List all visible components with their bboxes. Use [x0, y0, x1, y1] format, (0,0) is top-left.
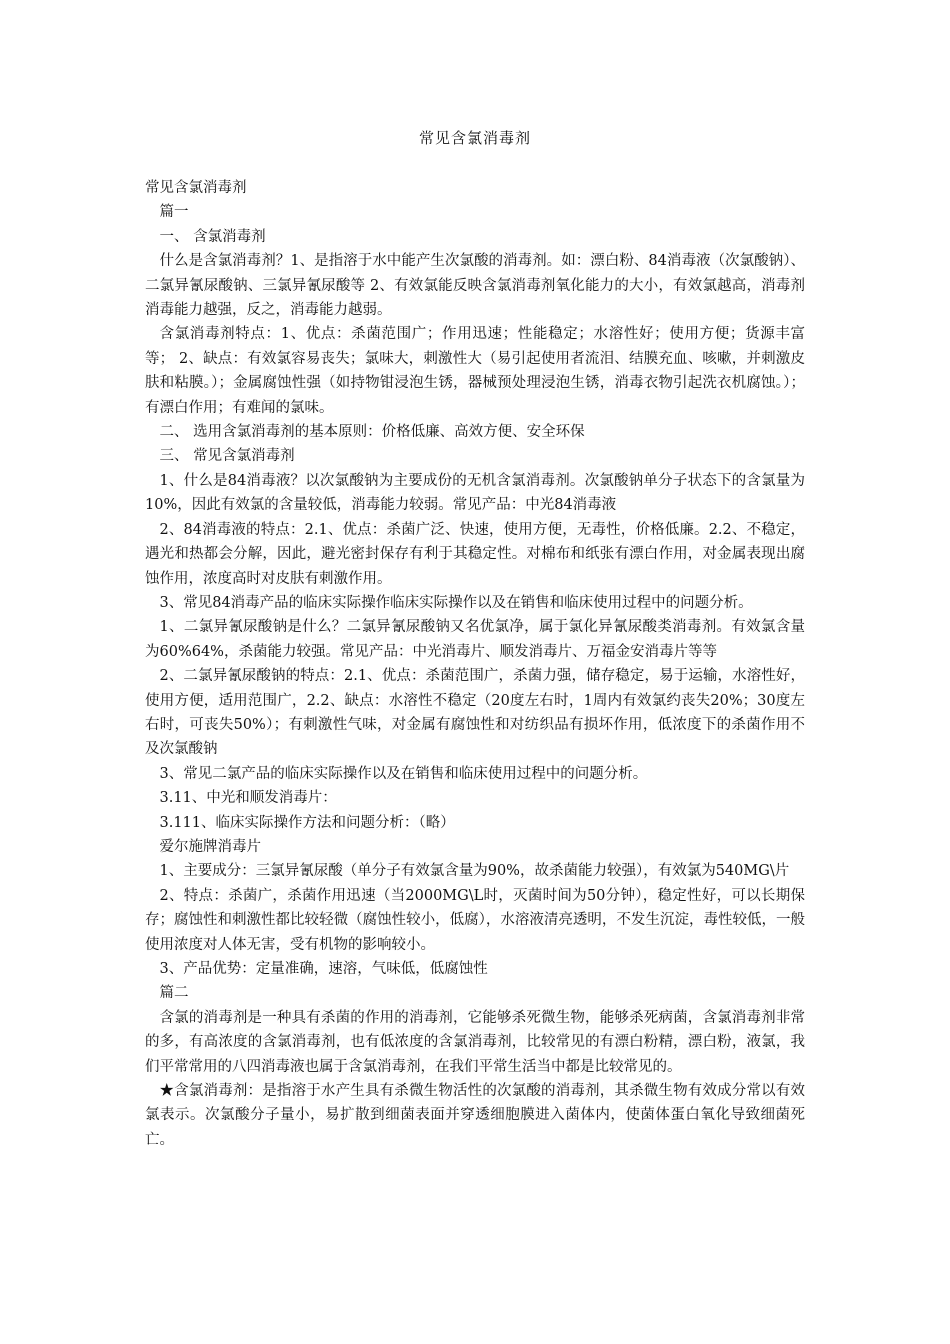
- paragraph: 3、常见84消毒产品的临床实际操作临床实际操作以及在销售和临床使用过程中的问题分析。: [159, 594, 753, 611]
- paragraph: 什么是含氯消毒剂？1、是指溶于水中能产生次氯酸的消毒剂。如：漂白粉、84消毒液（次氯酸钠）、二氯异氰尿酸钠、三氯异氰尿酸等 2、有效氯能反映含氯消毒剂氧化能力的大小，有效氯越高，消毒剂消毒能力越强，反之，消毒能力越弱。: [145, 253, 805, 319]
- paragraph: 2、84消毒液的特点：2.1、优点：杀菌广泛、快速，使用方便，无毒性，价格低廉。2.2、不稳定，遇光和热都会分解，因此，避光密封保存有利于其稳定性。对棉布和纸张有漂白作用，对金属表现出腐蚀作用，浓度高时对皮肤有刺激作用。: [145, 521, 805, 587]
- section-heading: 篇一: [159, 204, 189, 221]
- paragraph: 1、什么是84消毒液？以次氯酸钠为主要成份的无机含氯消毒剂。次氯酸钠单分子状态下的含氯量为10%，因此有效氯的含量较低，消毒能力较弱。常见产品：中光84消毒液: [145, 472, 805, 514]
- paragraph: 一、 含氯消毒剂: [159, 228, 266, 245]
- paragraph: 2、特点：杀菌广，杀菌作用迅速（当2000MG\L时，灭菌时间为50分钟），稳定性好，可以长期保存；腐蚀性和刺激性都比较轻微（腐蚀性较小，低腐），水溶液清亮透明，不发生沉淀，毒性较低，一般使用浓度对人体无害，受有机物的影响较小。: [145, 887, 805, 953]
- paragraph: 二、 选用含氯消毒剂的基本原则：价格低廉、高效方便、安全环保: [159, 424, 585, 441]
- paragraph: 1、二氯异氰尿酸钠是什么？二氯异氰尿酸钠又名优氯净，属于氯化异氰尿酸类消毒剂。有效氯含量为60%64%，杀菌能力较强。常见产品：中光消毒片、顺发消毒片、万福金安消毒片等等: [145, 619, 805, 660]
- paragraph: 含氯的消毒剂是一种具有杀菌的作用的消毒剂，它能够杀死微生物，能够杀死病菌，含氯消毒剂非常的多，有高浓度的含氯消毒剂，也有低浓度的含氯消毒剂，比较常见的有漂白粉精，漂白粉，液氯，我们平常常用的八四消毒液也属于含氯消毒剂，在我们平常生活当中都是比较常见的。: [145, 1009, 805, 1075]
- paragraph: 3、产品优势：定量准确，速溶，气味低，低腐蚀性: [159, 961, 488, 977]
- paragraph: 1、主要成分：三氯异氰尿酸（单分子有效氯含量为90%，故杀菌能力较强），有效氯为540MG\片: [159, 863, 790, 880]
- paragraph: 3.111、临床实际操作方法和问题分析：（略）: [159, 814, 455, 831]
- paragraph: 含氯消毒剂特点：1、优点：杀菌范围广；作用迅速；性能稳定；水溶性好；使用方便；货源丰富等； 2、缺点：有效氯容易丧失；氯味大，刺激性大（易引起使用者流泪、结膜充血、咳嗽，并刺激皮肤和粘膜。）；金属腐蚀性强（如持物钳浸泡生锈，器械预处理浸泡生锈，消毒衣物引起洗衣机腐蚀。）；有漂白作用；有难闻的氯味。: [145, 326, 805, 416]
- paragraph: 3、常见二氯产品的临床实际操作以及在销售和临床使用过程中的问题分析。: [159, 765, 648, 782]
- paragraph: 常见含氯消毒剂: [145, 180, 247, 196]
- paragraph: 2、二氯异氰尿酸钠的特点：2.1、优点：杀菌范围广，杀菌力强，储存稳定，易于运输，水溶性好，使用方便，适用范围广，2.2、缺点：水溶性不稳定（20度左右时，1周内有效氯约丧失20%；30度左右时，可丧失50%）；有刺激性气味，对金属有腐蚀性和对纺织品有损坏作用，低浓度下的杀菌作用不及次氯酸钠: [145, 668, 805, 758]
- paragraph: 爱尔施牌消毒片: [159, 838, 261, 855]
- section-heading: 篇二: [159, 985, 189, 1002]
- paragraph: ★含氯消毒剂：是指溶于水产生具有杀微生物活性的次氯酸的消毒剂，其杀微生物有效成分常以有效氯表示。次氯酸分子量小，易扩散到细菌表面并穿透细胞膜进入菌体内，使菌体蛋白氧化导致细菌死亡。: [145, 1083, 805, 1148]
- paragraph: 3.11、中光和顺发消毒片：: [159, 790, 337, 807]
- document-title: 常见含氯消毒剂: [418, 129, 531, 147]
- document-body: [145, 176, 805, 1152]
- paragraph: 三、 常见含氯消毒剂: [159, 448, 295, 465]
